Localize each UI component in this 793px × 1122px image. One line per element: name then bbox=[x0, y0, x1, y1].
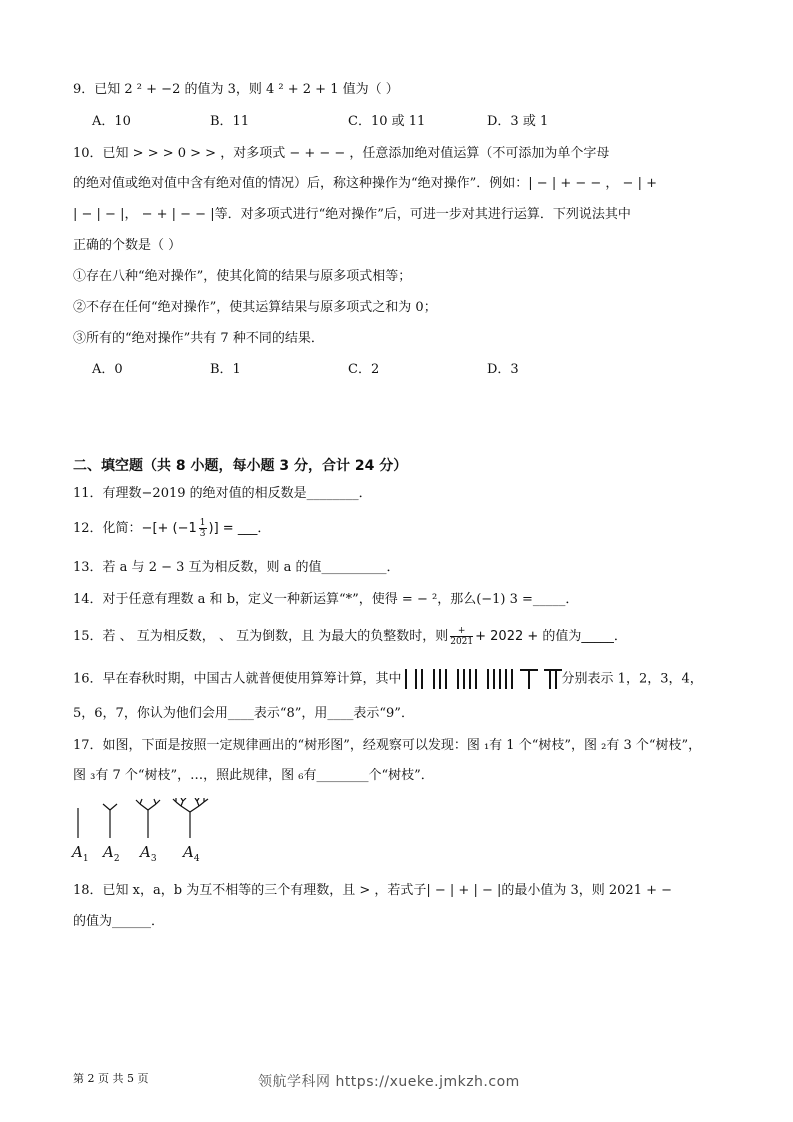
q12-expr-a: −[+ (−1 bbox=[141, 521, 197, 536]
page-number: 第 2 页 共 5 页 bbox=[73, 1072, 149, 1085]
q18-line-2: 的值为______． bbox=[73, 914, 165, 929]
q12-prefix: 12．化简： bbox=[73, 521, 142, 536]
q15-frac-den: 2021 bbox=[450, 637, 474, 647]
q18-line-1: 18．已知 x，a，b 为互不相等的三个有理数，且 > ，若式子| − | + | − |的最小值为 3，则 2021 + − bbox=[73, 883, 673, 898]
q10-line-2: 的绝对值或绝对值中含有绝对值的情况）后，称这种操作为“绝对操作”．例如：| − | + − − ， − | + bbox=[73, 176, 657, 191]
q12 bbox=[73, 518, 270, 539]
q9-option-a: A．10 bbox=[92, 114, 131, 129]
q12-frac-den: 3 bbox=[199, 529, 206, 539]
q9-option-d: D．3 或 1 bbox=[487, 114, 549, 129]
q9-stem: 9．已知 2 ² + −2 的值为 3，则 4 ² + 2 + 1 值为（ ） bbox=[73, 82, 399, 97]
q10-statement-3: ③所有的“绝对操作”共有 7 种不同的结果． bbox=[73, 331, 324, 346]
tree-label-a3: $A_3$ bbox=[140, 843, 157, 864]
q15-b: + 2022 + 的值为_____． bbox=[475, 629, 627, 644]
q9-option-b: B．11 bbox=[210, 114, 250, 129]
q17-line-2: 图 ₃有 7 个“树枝”，…，照此规律，图 ₆有________个“树枝”． bbox=[73, 768, 434, 783]
q12-expr-b: )] = ___． bbox=[208, 521, 271, 536]
q15-a: 15．若 、 互为相反数， 、 互为倒数，且 为最大的负整数时，则 bbox=[73, 629, 449, 644]
tree-label-a1: $A_1$ bbox=[72, 843, 89, 864]
section-2-title: 二、填空题（共 8 小题，每小题 3 分，合计 24 分） bbox=[73, 458, 408, 474]
q17-line-1: 17．如图，下面是按照一定规律画出的“树形图”，经观察可以发现：图 ₁有 1 个“树枝”，图 ₂有 3 个“树枝”， bbox=[73, 738, 702, 753]
q10-option-b: B．1 bbox=[210, 362, 241, 377]
q12-fraction bbox=[199, 518, 207, 539]
q12-frac-num: 1 bbox=[199, 518, 206, 528]
q15-frac-num: + bbox=[450, 626, 473, 637]
q15 bbox=[73, 626, 627, 647]
q10-option-d: D．3 bbox=[487, 362, 519, 377]
tree-label-a2: $A_2$ bbox=[103, 843, 120, 864]
counting-rods-figure bbox=[402, 667, 562, 691]
q16-b: 分别表示 1，2，3，4， bbox=[561, 671, 703, 687]
q16-line-1 bbox=[73, 667, 703, 691]
watermark-text: 领航学科网 https://xueke.jmkzh.com bbox=[258, 1074, 520, 1090]
q10-option-c: C．2 bbox=[348, 362, 380, 377]
q10-line-3: | − | − |， − + | − − |等．对多项式进行“绝对操作”后，可进一步对其进行运算．下列说法其中 bbox=[73, 207, 631, 222]
q16-a: 16．早在春秋时期，中国古人就普便使用算筹计算，其中 bbox=[73, 671, 402, 687]
q9-option-c: C．10 或 11 bbox=[348, 114, 426, 129]
q10-line-4: 正确的个数是（ ） bbox=[73, 238, 182, 253]
q14: 14．对于任意有理数 a 和 b，定义一种新运算“*”，使得 = − ²，那么(−1) 3 =_____． bbox=[73, 592, 579, 607]
q16-line-2: 5，6，7，你认为他们会用____表示“8”，用____表示“9”． bbox=[73, 706, 414, 721]
q10-statement-2: ②不存在任何“绝对操作”，使其运算结果与原多项式之和为 0； bbox=[73, 300, 437, 315]
q13: 13．若 a 与 2 − 3 互为相反数，则 a 的值__________． bbox=[73, 560, 400, 575]
q10-line-1: 10．已知 > > > 0 > > ，对多项式 − + − − ，任意添加绝对值运算（不可添加为单个字母 bbox=[73, 146, 610, 161]
q10-option-a: A．0 bbox=[92, 362, 123, 377]
tree-label-a4: $A_4$ bbox=[183, 843, 200, 864]
q10-statement-1: ①存在八种“绝对操作”，使其化简的结果与原多项式相等； bbox=[73, 269, 412, 284]
q15-fraction bbox=[450, 626, 473, 647]
tree-figures bbox=[70, 798, 220, 843]
q11: 11．有理数−2019 的绝对值的相反数是________． bbox=[73, 486, 372, 501]
